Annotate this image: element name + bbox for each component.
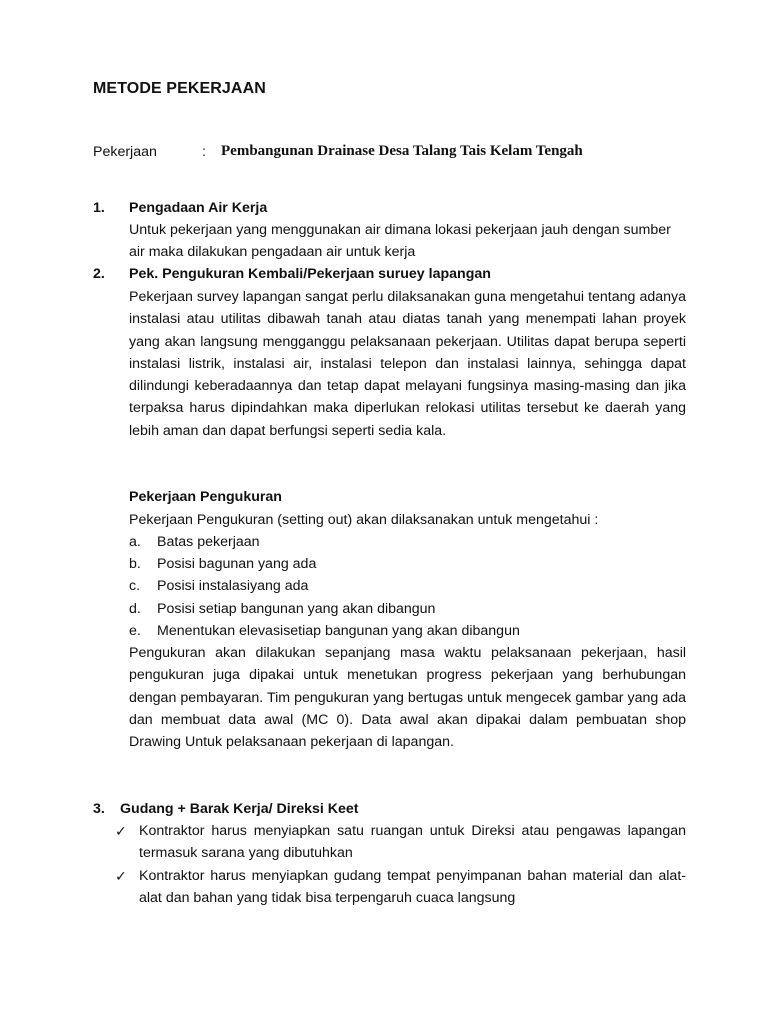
list-item-text: Batas pekerjaan [157, 534, 260, 550]
list-item-letter: d. [129, 601, 141, 617]
section-1-heading: Pengadaan Air Kerja [129, 200, 268, 216]
check-item-text: Kontraktor harus menyiapkan satu ruangan untuk Direksi atau pengawas lapangan termasuk sarana yang dibutuhkan [139, 823, 686, 862]
list-item-letter: b. [129, 556, 141, 572]
list-item-letter: a. [129, 534, 141, 550]
list-item-text: Posisi instalasiyang ada [157, 578, 309, 594]
section-2-subheading: Pekerjaan Pengukuran [129, 489, 282, 505]
pekerjaan-label: Pekerjaan [93, 144, 157, 160]
section-2-closing: Pengukuran akan dilakukan sepanjang masa waktu pelaksanaan pekerjaan, hasil pengukuran juga dipakai untuk menetukan progress pekerjaan yang berhubungan dengan pembayaran. Tim pengukuran yang bertugas untuk mengecek gambar yang ada dan membuat data awal (MC 0). Data awal akan dipakai dalam pembuatan shop Drawing Untuk pelaksanaan pekerjaan di lapangan. [129, 645, 686, 751]
section-1-number: 1. [93, 200, 105, 216]
list-item-letter: c. [129, 578, 141, 594]
section-3-number: 3. [93, 801, 105, 817]
section-2-number: 2. [93, 266, 105, 282]
check-icon: ✓ [115, 823, 127, 839]
check-icon: ✓ [115, 868, 127, 884]
list-item-letter: e. [129, 623, 141, 639]
section-1-text: Untuk pekerjaan yang menggunakan air dimana lokasi pekerjaan jauh dengan sumber air maka dilakukan pengadaan air untuk kerja [129, 222, 671, 261]
section-2-intro: Pekerjaan Pengukuran (setting out) akan dilaksanakan untuk mengetahui : [129, 512, 599, 528]
list-item-text: Menentukan elevasisetiap bangunan yang akan dibangun [157, 623, 520, 639]
section-3-heading: Gudang + Barak Kerja/ Direksi Keet [120, 801, 359, 817]
pekerjaan-colon: : [202, 144, 206, 160]
list-item-text: Posisi setiap bangunan yang akan dibangun [157, 601, 436, 617]
section-2-heading: Pek. Pengukuran Kembali/Pekerjaan suruey lapangan [129, 266, 491, 282]
section-2-text: Pekerjaan survey lapangan sangat perlu dilaksanakan guna mengetahui tentang adanya instalasi atau utilitas dibawah tanah atau diatas tanah yang menempati lahan proyek yang akan langsung mengganggu pelaksanaan pekerjaan. Utilitas dapat berupa seperti instalasi listrik, instalasi air, instalasi telepon dan instalasi lainnya, sehingga dapat dilindungi keberadaannya dan tetap dapat melayani fungsinya masing-masing dan jika terpaksa harus dipindahkan maka diperlukan relokasi utilitas tersebut ke daerah yang lebih aman dan dapat berfungsi seperti sedia kala. [129, 289, 686, 439]
check-item-text: Kontraktor harus menyiapkan gudang tempat penyimpanan bahan material dan alat-alat dan bahan yang tidak bisa terpengaruh cuaca langsung [139, 868, 686, 907]
pekerjaan-value: Pembangunan Drainase Desa Talang Tais Kelam Tengah [221, 143, 583, 159]
list-item-text: Posisi bagunan yang ada [157, 556, 317, 572]
document-title: METODE PEKERJAAN [93, 80, 266, 97]
